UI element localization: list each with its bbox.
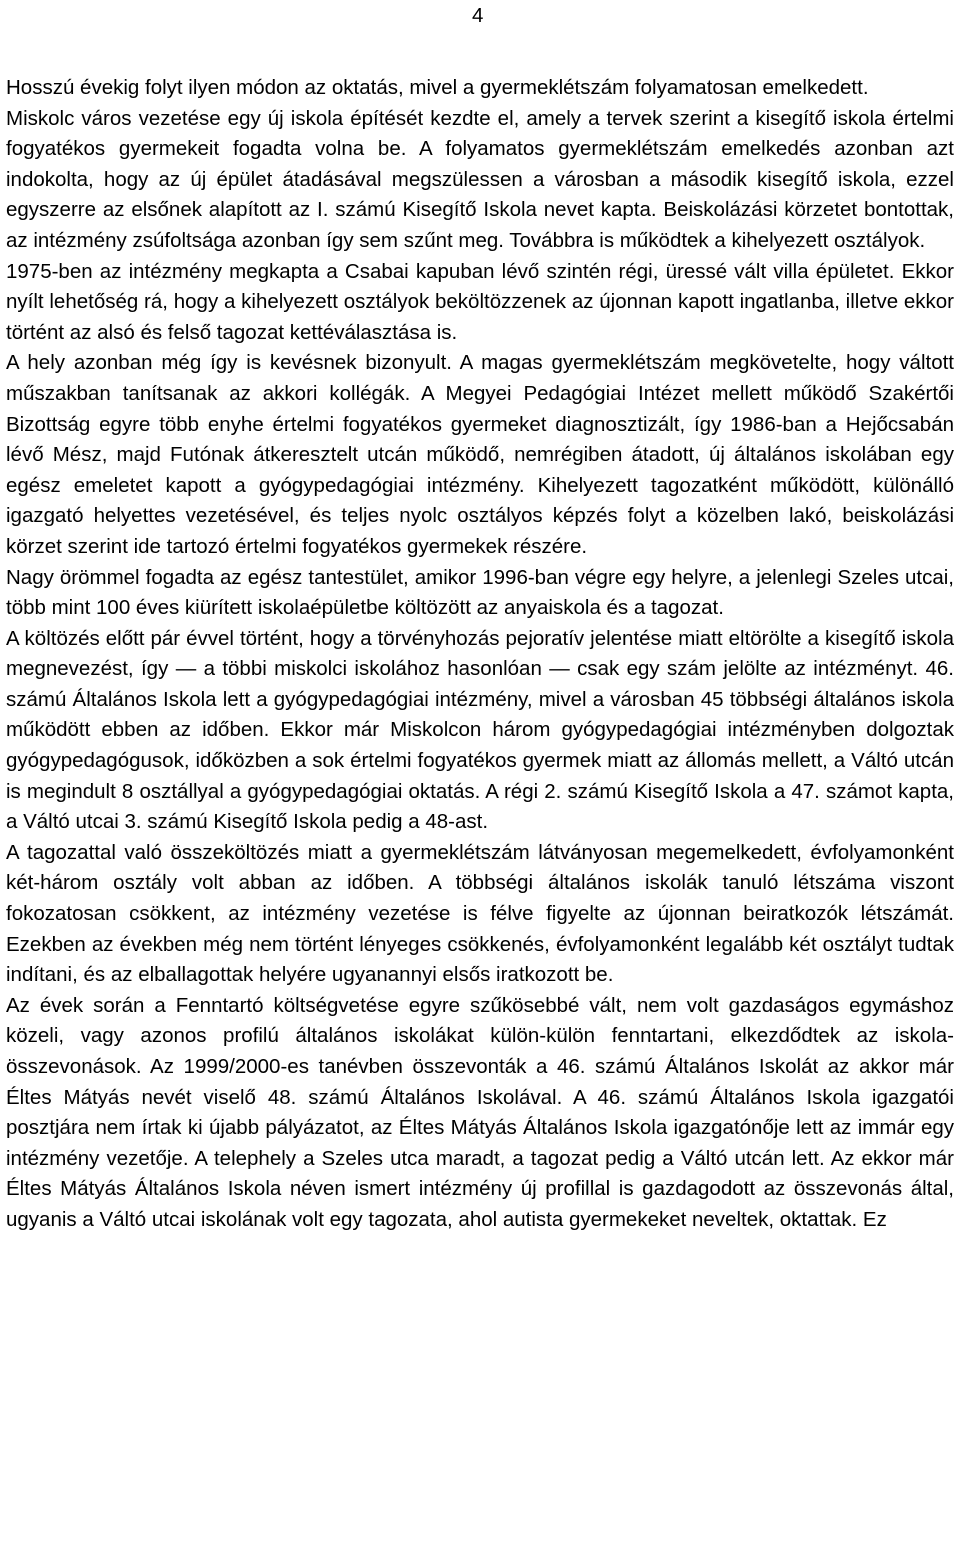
paragraph: Miskolc város vezetése egy új iskola építését kezdte el, amely a tervek szerint a kisegítő iskola értelmi fogyatékos gyermekeit fogadta volna be. A folyamatos gyermeklétszám emelkedés azonban azt indokolta, hogy az új épület átadásával megszülessen a városban a második kisegítő iskola, ezzel egyszerre az elsőnek alapított az I. számú Kisegítő Iskola nevet kapta. Beiskolázási körzetet bontottak, az intézmény zsúfoltsága azonban így sem szűnt meg. Továbbra is működtek a kihelyezett osztályok. bbox=[6, 106, 954, 252]
body-text bbox=[6, 73, 954, 1236]
paragraph: A költözés előtt pár évvel történt, hogy a törvényhozás pejoratív jelentése miatt eltörölte a kisegítő iskola megnevezést, így — a többi miskolci iskolához hasonlóan — csak egy szám jelölte az intézményt. 46. számú Általános Iskola lett a gyógypedagógiai intézmény, mivel a városban 45 többségi általános iskola működött ebben az időben. Ekkor már Miskolcon három gyógypedagógiai intézményben dolgoztak gyógypedagógusok, időközben a sok értelmi fogyatékos gyermek miatt az állomás mellett, a Váltó utcán is megindult 8 osztállyal a gyógypedagógiai oktatás. A régi 2. számú Kisegítő Iskola a 47. számot kapta, a Váltó utcai 3. számú Kisegítő Iskola pedig a 48-ast. bbox=[6, 626, 954, 834]
paragraph: Az évek során a Fenntartó költségvetése egyre szűkösebbé vált, nem volt gazdaságos egymáshoz közeli, vagy azonos profilú általános iskolákat külön-külön fenntartani, elkezdődtek az iskola-összevonások. Az 1999/2000-es tanévben összevonták a 46. számú Általános Iskolát az akkor már Éltes Mátyás nevét viselő 48. számú Általános Iskolával. A 46. számú Általános Iskola igazgatói posztjára nem írtak ki újabb pályázatot, az Éltes Mátyás Általános Iskola igazgatónője lett az immár egy intézmény vezetője. A telephely a Szeles utca maradt, a tagozat pedig a Váltó utcán lett. Az ekkor már Éltes Mátyás Általános Iskola néven ismert intézmény új profillal is gazdagodott az összevonás által, ugyanis a Váltó utcai iskolának volt egy tagozata, ahol autista gyermekeket neveltek, oktattak. Ez bbox=[6, 993, 954, 1231]
page-number: 4 bbox=[472, 4, 484, 27]
paragraph: A tagozattal való összeköltözés miatt a gyermeklétszám látványosan megemelkedett, évfolyamonként két-három osztály volt abban az időben. A többségi általános iskolák tanuló létszáma viszont fokozatosan csökkent, az intézmény vezetése is félve figyelte az újonnan beiratkozók létszámát. Ezekben az években még nem történt lényeges csökkenés, évfolyamonként legalább két osztályt tudtak indítani, és az elballagottak helyére ugyanannyi elsős iratkozott be. bbox=[6, 840, 954, 987]
paragraph: Hosszú évekig folyt ilyen módon az oktatás, mivel a gyermeklétszám folyamatosan emelkedett. bbox=[6, 76, 869, 99]
paragraph: Nagy örömmel fogadta az egész tantestület, amikor 1996-ban végre egy helyre, a jelenlegi Szeles utcai, több mint 100 éves kiürített iskolaépületbe költözött az anyaiskola és a tagozat. bbox=[6, 565, 954, 620]
paragraph: 1975-ben az intézmény megkapta a Csabai kapuban lévő szintén régi, üressé vált villa épületet. Ekkor nyílt lehetőség rá, hogy a kihelyezett osztályok beköltözzenek az újonnan kapott ingatlanba, illetve ekkor történt az alsó és felső tagozat kettéválasztása is. bbox=[6, 259, 954, 344]
paragraph: A hely azonban még így is kevésnek bizonyult. A magas gyermeklétszám megkövetelte, hogy váltott műszakban tanítsanak az akkori kollégák. A Megyei Pedagógiai Intézet mellett működő Szakértői Bizottság egyre több enyhe értelmi fogyatékos gyermeket diagnosztizált, így 1986-ban a Hejőcsabán lévő Mész, majd Futónak átkeresztelt utcán működő, nemrégiben átadott, új általános iskolában egy egész emeletet kapott a gyógypedagógiai intézmény. Kihelyezett tagozatként működött, különálló igazgató helyettes vezetésével, és teljes nyolc osztályos képzés folyt a közelben lakó, beiskolázási körzet szerint ide tartozó értelmi fogyatékos gyermekek részére. bbox=[6, 351, 954, 558]
